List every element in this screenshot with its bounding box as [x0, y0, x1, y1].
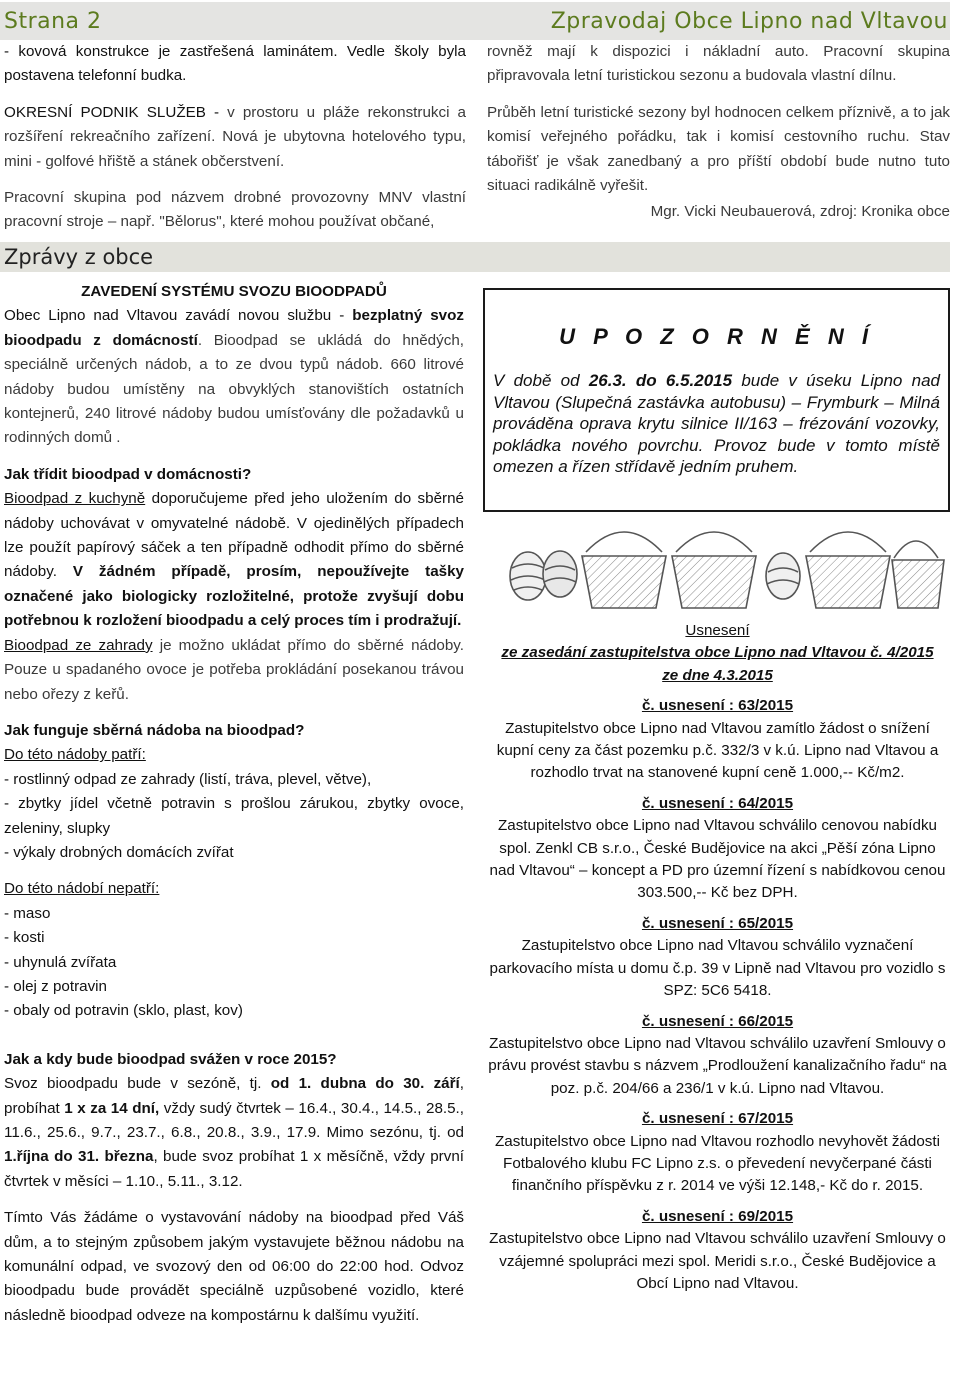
- resolution-number: č. usnesení : 63/2015: [641, 697, 794, 715]
- text: . Bioodpad se ukládá do hnědých, speciálně určených nádob, a to ze dvou typů nádob. 660 litrové nádoby budou umístěny na obvyklých stanovištích ostatních kontejnerů, 240 litrové nádoby budou umísťovány dle požadavků u rodinných domů .: [4, 331, 464, 447]
- text: vždy sudý čtvrtek – 16.4., 30.4., 14.5., 28.5., 11.6., 25.6., 9.7., 23.7., 6.8., 20.8., 3.9., 17.9. Mimo sezónu, tj. od: [4, 1099, 464, 1141]
- newsletter-title: Zpravodaj Obce Lipno nad Vltavou: [550, 9, 948, 34]
- spacer: [4, 707, 464, 719]
- text-bold: 26.3. do 6.5.2015: [588, 371, 733, 390]
- spacer: [4, 865, 464, 877]
- resolution-number: č. usnesení : 69/2015: [641, 1207, 794, 1225]
- text: , probíhat: [4, 1075, 464, 1117]
- paragraph: Průběh letní turistické sezony byl hodnocen celkem příznivě, a to jak komisí veřejného pořádku, tak i komisí cestovního ruchu. Stav tábořišť je však zanedbaný a pro příští období bude nutno tuto situaci radikálně vyřešit.: [487, 103, 950, 195]
- text: , bude svoz probíhat 1 x měsíčně, vždy první čtvrtek v měsíci – 1.10., 5.11., 3.12.: [4, 1148, 464, 1190]
- resolution-text: Zastupitelstvo obce Lipno nad Vltavou schválilo uzavření Smlouvy o právu provést stavbu s názvem „Prodloužení kanalizačního řadu“ na poz. p.č. 204/66 a 236/1 v k.ú. Lipno nad Vltavou.: [488, 1034, 947, 1097]
- history-text-left: [4, 40, 466, 235]
- resolution-text: Zastupitelstvo obce Lipno nad Vltavou rozhodlo nevyhovět žádosti Fotbalového klubu FC Lipno z.s. o převedení nevyčerpané části finančního příspěvku z r. 2014 ve výši 12.148,- Kč do r. 2015.: [495, 1132, 940, 1195]
- text: V době od: [493, 371, 589, 390]
- spacer: [4, 451, 464, 463]
- resolution-text: Zastupitelstvo obce Lipno nad Vltavou zamítlo žádost o snížení kupní ceny za část pozemku p.č. 332/3 v k.ú. Lipno nad Vltavou a rozhodlo trvat na stanovené kupní ceně 1.000,-- Kč/m2.: [496, 719, 939, 782]
- question-heading: Jak a kdy bude bioodpad svážen v roce 2015?: [4, 1050, 337, 1068]
- text-bold: 1.října do 31. března: [4, 1148, 154, 1166]
- text-underlined: Bioodpad z kuchyně: [4, 490, 146, 508]
- spacer: [4, 174, 466, 186]
- text: Obec Lipno nad Vltavou zavádí novou službu -: [4, 307, 353, 325]
- easter-baskets-illustration: [498, 524, 948, 614]
- notice-title: U P O Z O R N Ě N Í: [559, 324, 874, 349]
- spacer: [4, 1024, 464, 1048]
- text-underlined: Bioodpad ze zahrady: [4, 636, 153, 654]
- list-heading: Do této nádobí nepatří:: [4, 880, 160, 898]
- council-resolutions: [485, 620, 950, 1295]
- text: Svoz bioodpadu bude v sezóně, tj.: [4, 1075, 271, 1093]
- question-heading: Jak funguje sběrná nádoba na bioodpad?: [4, 721, 305, 739]
- resolutions-subtitle: ze zasedání zastupitelstva obce Lipno nad Vltavou č. 4/2015: [501, 644, 934, 662]
- paragraph: [4, 1072, 464, 1194]
- spacer: [4, 89, 466, 101]
- text: je možno ukládat přímo do sběrné nádoby. Pouze u spadaného ovoce je potřeba prokládání posekanou trávou nebo ořezy z keřů.: [4, 636, 464, 703]
- text: bude v úseku Lipno nad Vltavou (Slupečná zastávka autobusu) – Frymburk – Milná prováděna oprava krytu silnice II/163 – frézování vozovky, pokládka nového povrchu. Provoz bude v tomto místě omezen a řízen střídavě jedním pruhem.: [493, 371, 940, 476]
- paragraph: Pracovní skupina pod názvem drobné provozovny MNV vlastní pracovní stroje – např. "Bělorus", které mohou používat občané,: [4, 189, 466, 231]
- resolution-number: č. usnesení : 67/2015: [641, 1110, 794, 1128]
- text-bold: bezplatný svoz bioodpadu z domácností: [4, 307, 464, 349]
- list-item: - maso: [4, 904, 51, 922]
- article-heading: ZAVEDENÍ SYSTÉMU SVOZU BIOODPADŮ: [81, 283, 387, 300]
- resolution-number: č. usnesení : 64/2015: [641, 794, 794, 812]
- notice-text: [493, 370, 940, 478]
- text: doporučujeme před jeho uložením do sběrné nádoby uchovávat v omyvatelné nádobě. V ojedinělých případech lze použít papírový sáček a ten případně odhodit přímo do sběrné nádoby.: [4, 490, 464, 581]
- paragraph: Tímto Vás žádáme o vystavování nádoby na bioodpad před Váš dům, a to stejným způsobem jakým vystavujete běžnou nádobu na komunální odpad, ve svozový den od 06:00 do 22:00 hod. Odvoz bioodpadu bude provádět speciálně uzpůsobené vozidlo, které následně bioodpad odveze na kompostárnu k dalšímu využití.: [4, 1209, 464, 1324]
- list-heading: Do této nádoby patří:: [4, 746, 146, 764]
- easter-basket-icon: [510, 532, 944, 608]
- resolution-text: Zastupitelstvo obce Lipno nad Vltavou schválilo uzavření Smlouvy o vzájemné spolupráci mezi spol. Meridi s.r.o., České Budějovice a Obcí Lipno nad Vltavou.: [489, 1230, 946, 1292]
- text-bold: od 1. dubna do 30. září: [270, 1075, 460, 1093]
- page-number: Strana 2: [4, 9, 102, 34]
- resolution-text: Zastupitelstvo obce Lipno nad Vltavou schválilo cenovou nabídku spol. Zenkl CB s.r.o., České Budějovice na akci „Pěší zóna Lipno nad Vltavou“ – koncept a PD pro územní řízení s nabídkovou cenou 303.500,-- Kč bez DPH.: [489, 817, 946, 902]
- paragraph: - kovová konstrukce je zastřešená laminátem. Vedle školy byla postavena telefonní budka.: [4, 43, 466, 85]
- author-signature: Mgr. Vicki Neubauerová, zdroj: Kronika obce: [650, 203, 950, 221]
- text-bold: V žádném případě, prosím, nepoužívejte tašky označené jako biologicky rozložitelné, protože zvyšují dobu potřebnou k rozložení bioodpadu a celý proces tím i prodražují.: [4, 563, 464, 630]
- biowaste-article: [4, 280, 464, 1328]
- paragraph: [4, 304, 464, 450]
- company-name: OKRESNÍ PODNIK SLUŽEB -: [4, 103, 220, 121]
- paragraph: rovněž mají k dispozici i nákladní auto. Pracovní skupina připravovala letní turistickou sezonu a budovala vlastní dílnu.: [487, 43, 950, 85]
- resolution-number: č. usnesení : 66/2015: [641, 1012, 794, 1030]
- text-bold: 1 x za 14 dní,: [64, 1099, 160, 1117]
- resolutions-date: ze dne 4.3.2015: [662, 666, 773, 684]
- history-text-right: [487, 40, 950, 225]
- list-item: - olej z potravin: [4, 977, 107, 995]
- list-item: - uhynulá zvířata: [4, 953, 117, 971]
- paragraph: [4, 487, 464, 633]
- resolutions-title: Usnesení: [685, 622, 750, 639]
- list-item: - rostlinný odpad ze zahrady (listí, tráva, plevel, větve),: [4, 770, 372, 788]
- resolution-number: č. usnesení : 65/2015: [641, 914, 794, 932]
- road-closure-notice: [483, 288, 950, 512]
- spacer: [487, 89, 950, 101]
- spacer: [4, 1194, 464, 1206]
- list-item: - kosti: [4, 929, 45, 947]
- list-item: - zbytky jídel včetně potravin s prošlou zárukou, zbytky ovoce, zeleniny, slupky: [4, 795, 464, 837]
- question-heading: Jak třídit bioodpad v domácnosti?: [4, 465, 252, 483]
- paragraph: [4, 101, 466, 174]
- paragraph: [4, 634, 464, 707]
- list-item: - výkaly drobných domácích zvířat: [4, 843, 234, 861]
- resolution-text: Zastupitelstvo obce Lipno nad Vltavou schválilo vyznačení parkovacího místa u domu č.p. 39 v Lipně nad Vltavou pro vozidlo s SPZ: 5C6 5418.: [489, 937, 946, 1000]
- text: v prostoru u pláže rekonstrukci a rozšíření rekreačního zařízení. Nová je ubytovna hotelového typu, mini - golfové hřiště a stánek občerstvení.: [4, 103, 466, 170]
- section-title: Zprávy z obce: [4, 245, 154, 269]
- list-item: - obaly od potravin (sklo, plast, kov): [4, 1002, 243, 1020]
